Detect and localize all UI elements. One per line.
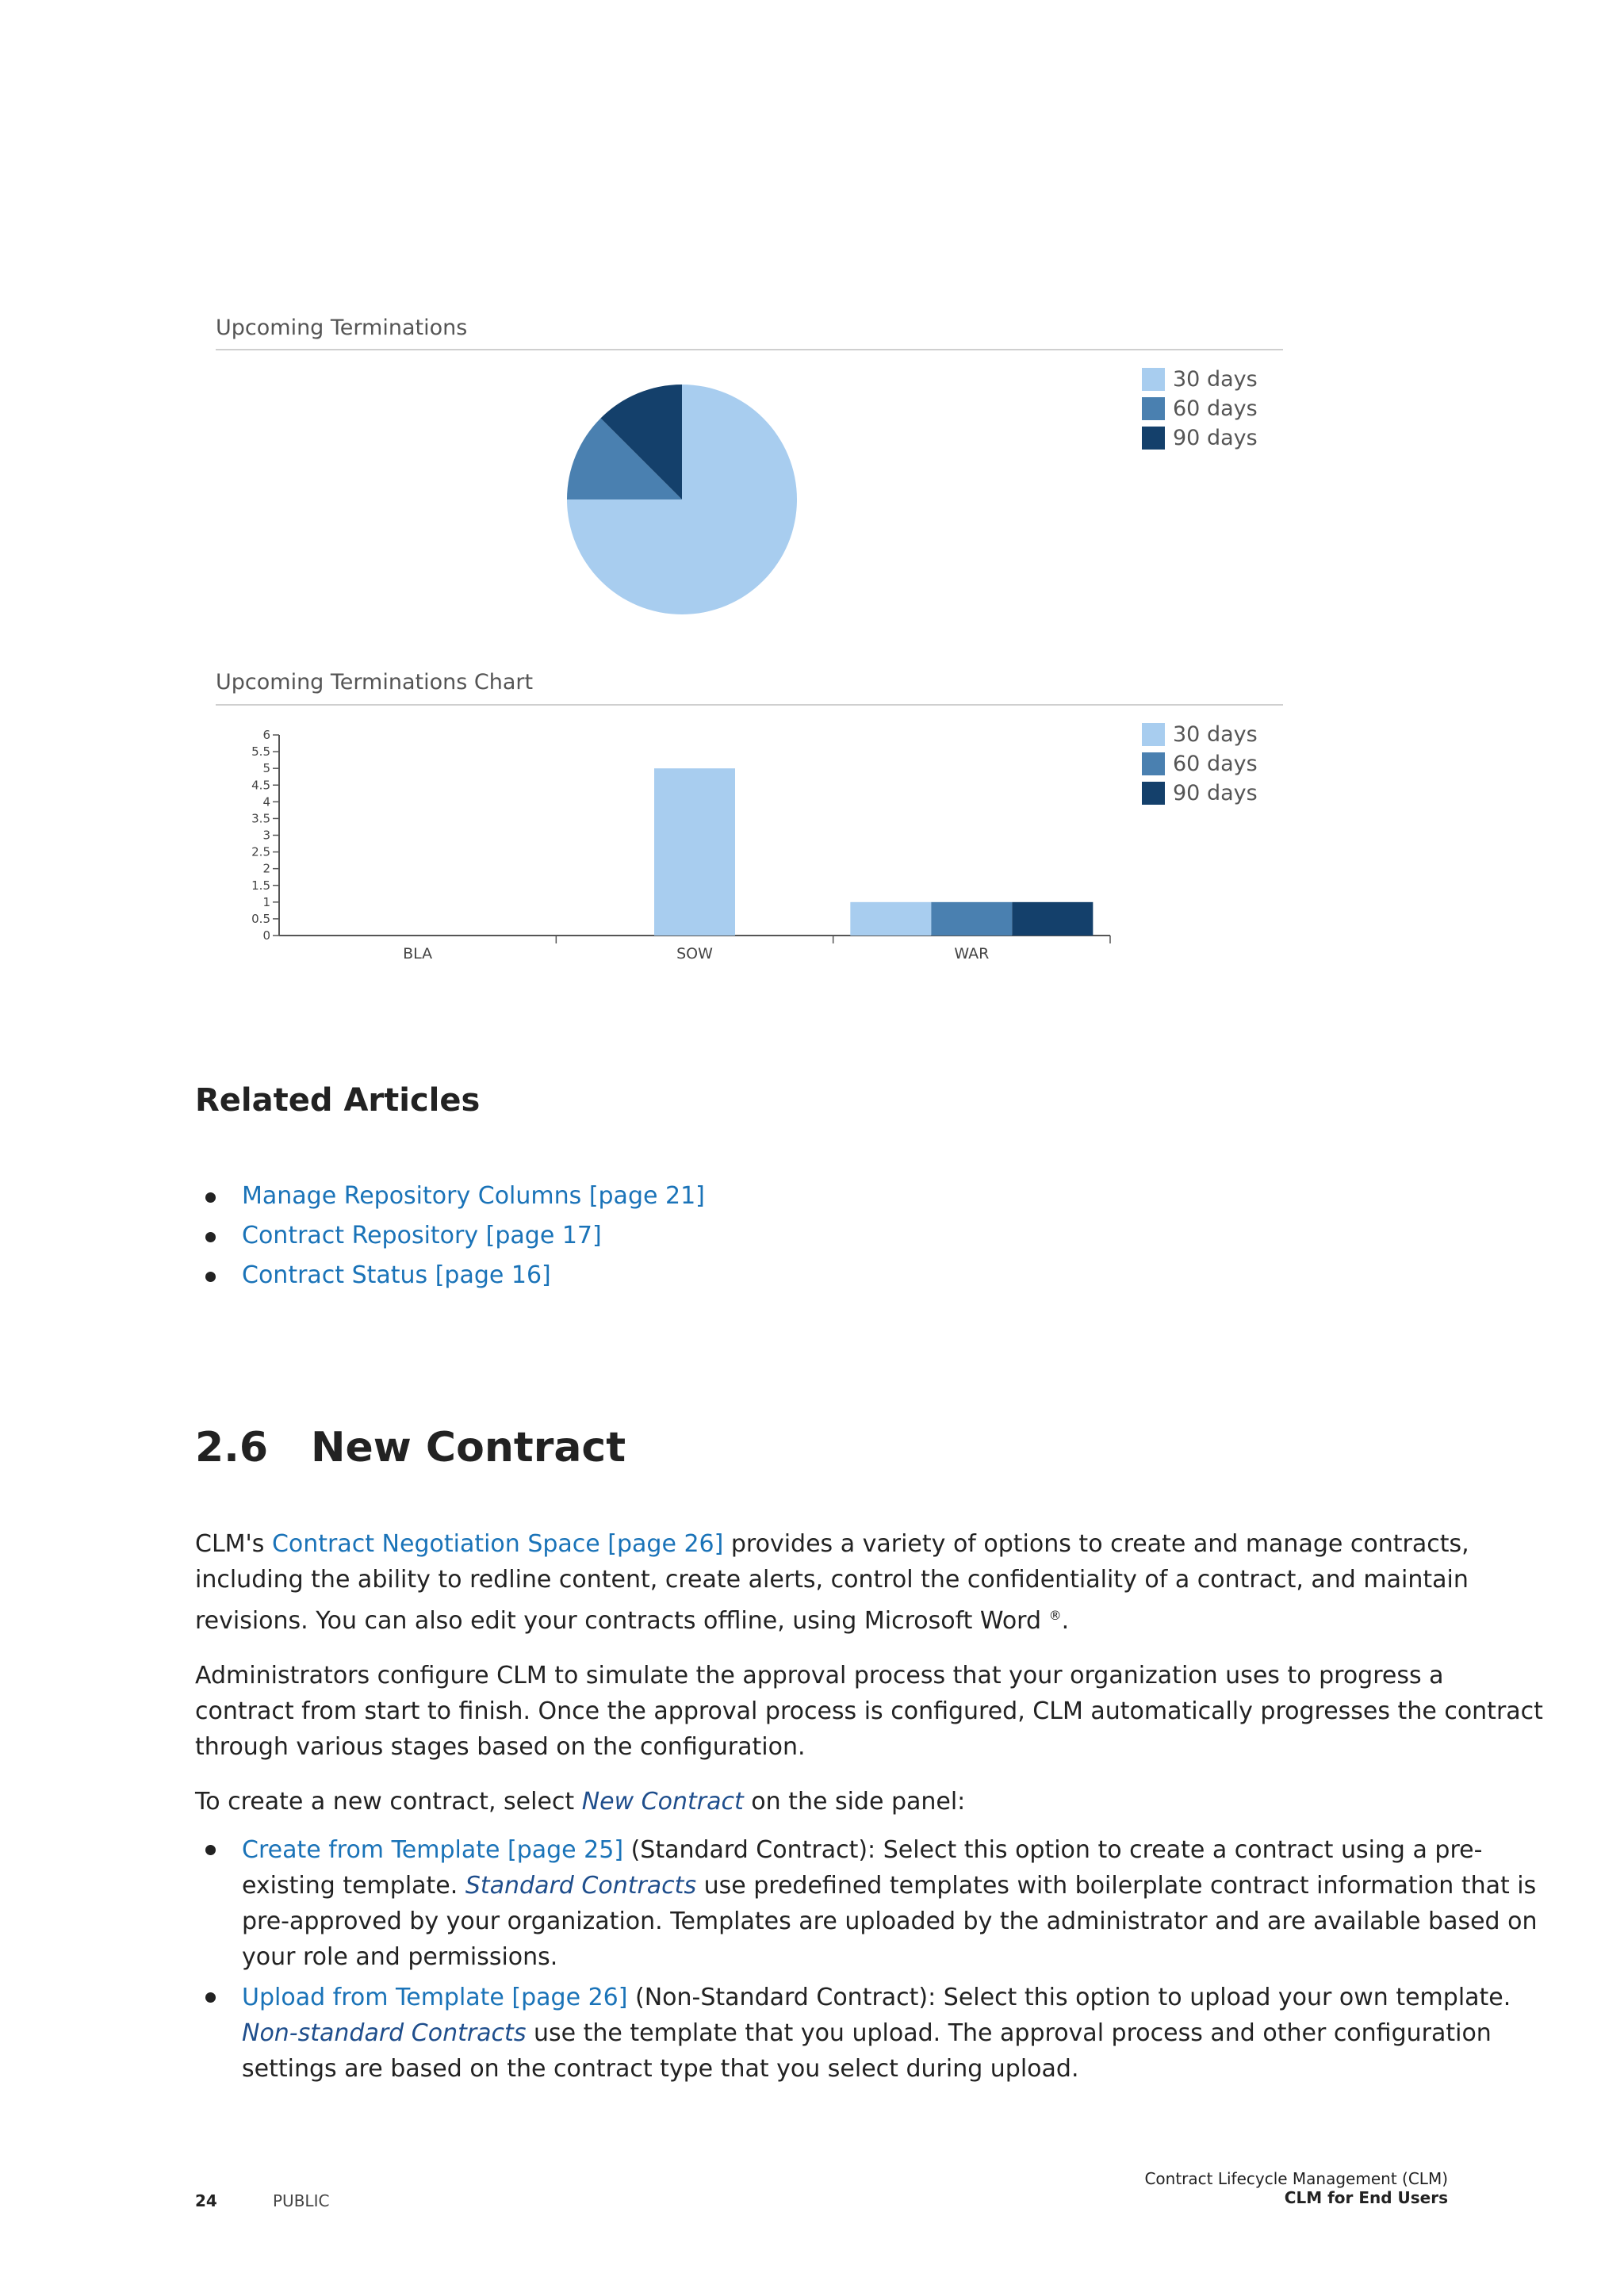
bar-legend-item-60 (1142, 749, 1258, 779)
new-contract-term: New Contract (581, 1788, 744, 1816)
pie-legend-swatch-30 (1142, 368, 1165, 391)
create-prefix: To create a new contract, select (195, 1788, 582, 1816)
y-tick-label: 1 (262, 894, 270, 909)
section-title: New Contract (311, 1424, 626, 1471)
y-tick-label: 3 (262, 828, 270, 843)
intro-text: provides a variety of options to create and manage contracts, including the ability to redline content, create alerts, control the confidentiality of a contract, and maintain revisions. You can also edit your contracts offline, using Microsoft Word (195, 1530, 1469, 1635)
link-contract-repository[interactable]: Contract Repository [page 17] (242, 1222, 602, 1249)
bar-chart (238, 718, 1126, 979)
link-contract-negotiation-space[interactable]: Contract Negotiation Space [page 26] (271, 1530, 724, 1558)
pie-legend-swatch-90 (1142, 427, 1165, 450)
related-link-item (242, 1177, 705, 1216)
option-upload-from-template (242, 1980, 1543, 2087)
link-manage-repository-columns[interactable]: Manage Repository Columns [page 21] (242, 1182, 705, 1210)
link-contract-status[interactable]: Contract Status [page 16] (242, 1261, 551, 1289)
create-template-text-2: use predefined templates with boilerplate contract information that is pre-approved by your organization. Templates are uploaded by the administrator and are available based on your role and permissions. (242, 1872, 1538, 1971)
bar-legend-item-30 (1142, 720, 1258, 749)
section-number: 2.6 (195, 1424, 269, 1471)
y-tick-label: 2.5 (251, 844, 270, 859)
section-body (195, 1526, 1543, 2091)
bar-legend-swatch-60 (1142, 752, 1165, 775)
non-standard-contracts-term: Non-standard Contracts (242, 2019, 527, 2047)
page-number: 24 (195, 2191, 217, 2210)
upload-template-text-1: (Non-Standard Contract): Select this option to upload your own template. (627, 1984, 1511, 2011)
footer-doc-subtitle: CLM for End Users (1284, 2188, 1448, 2207)
standard-contracts-term: Standard Contracts (465, 1872, 697, 1900)
bar-legend-swatch-30 (1142, 723, 1165, 746)
bar-war-90-days (1012, 902, 1093, 936)
x-tick-label: BLA (403, 945, 433, 962)
classification-label: PUBLIC (273, 2191, 330, 2210)
pie-legend-item-30 (1142, 365, 1258, 394)
create-options-list (242, 1832, 1543, 2087)
bar-legend-swatch-90 (1142, 782, 1165, 805)
link-create-from-template[interactable]: Create from Template [page 25] (242, 1836, 624, 1864)
intro-prefix: CLM's (195, 1530, 272, 1558)
bar-legend (1142, 720, 1258, 808)
bar-legend-label-30: 30 days (1173, 722, 1258, 747)
section-heading (195, 1424, 626, 1471)
upload-template-text-2: use the template that you upload. The approval process and other configuration settings are based on the contract type that you select during upload. (242, 2019, 1492, 2083)
pie-legend (1142, 365, 1258, 453)
bar-legend-item-90 (1142, 779, 1258, 808)
pie-chart (555, 373, 809, 626)
x-tick-label: SOW (676, 945, 713, 962)
create-template-text-1: (Standard Contract): Select this option to create a contract using a pre-existing template. (242, 1836, 1483, 1900)
y-tick-label: 4.5 (251, 778, 270, 793)
pie-legend-item-90 (1142, 423, 1258, 453)
related-link-item (242, 1216, 705, 1256)
x-tick-label: WAR (954, 945, 990, 962)
bar-war-30-days (850, 902, 931, 936)
y-tick-label: 2 (262, 861, 270, 876)
paragraph-approval: Administrators configure CLM to simulate the approval process that your organization uses to progress a contract from start to finish. Once the approval process is configured, CLM automatically progresses the contract through various stages based on the configuration. (195, 1662, 1543, 1761)
y-tick-label: 0 (262, 928, 270, 943)
paragraph-create (195, 1784, 1543, 1820)
y-tick-label: 3.5 (251, 811, 270, 826)
related-link-item (242, 1256, 705, 1295)
paragraph-intro (195, 1526, 1543, 1639)
pie-legend-item-60 (1142, 394, 1258, 423)
pie-legend-label-60: 60 days (1173, 396, 1258, 421)
related-articles-heading: Related Articles (195, 1082, 481, 1119)
y-tick-label: 1.5 (251, 878, 270, 893)
y-tick-label: 5 (262, 761, 270, 776)
pie-legend-label-90: 90 days (1173, 426, 1258, 450)
related-links-list (242, 1177, 705, 1295)
footer-doc-info (814, 2169, 1448, 2207)
footer-doc-title: Contract Lifecycle Management (CLM) (1144, 2169, 1448, 2188)
bar-chart-divider (216, 704, 1283, 706)
bar-war-60-days (931, 902, 1012, 936)
create-suffix: on the side panel: (743, 1788, 966, 1816)
pie-chart-divider (216, 349, 1283, 350)
bar-legend-label-60: 60 days (1173, 752, 1258, 776)
pie-legend-swatch-60 (1142, 397, 1165, 420)
registered-mark: ® (1048, 1608, 1062, 1623)
y-tick-label: 6 (262, 728, 270, 742)
pie-chart-title: Upcoming Terminations (216, 316, 468, 340)
link-upload-from-template[interactable]: Upload from Template [page 26] (242, 1984, 628, 2011)
bar-chart-title: Upcoming Terminations Chart (216, 670, 534, 695)
bar-sow-30-days (654, 768, 735, 936)
intro-end: . (1061, 1607, 1070, 1635)
y-tick-label: 5.5 (251, 744, 270, 760)
pie-legend-label-30: 30 days (1173, 367, 1258, 392)
bar-legend-label-90: 90 days (1173, 781, 1258, 806)
y-tick-label: 0.5 (251, 911, 270, 926)
option-create-from-template (242, 1832, 1543, 1975)
y-tick-label: 4 (262, 794, 270, 809)
